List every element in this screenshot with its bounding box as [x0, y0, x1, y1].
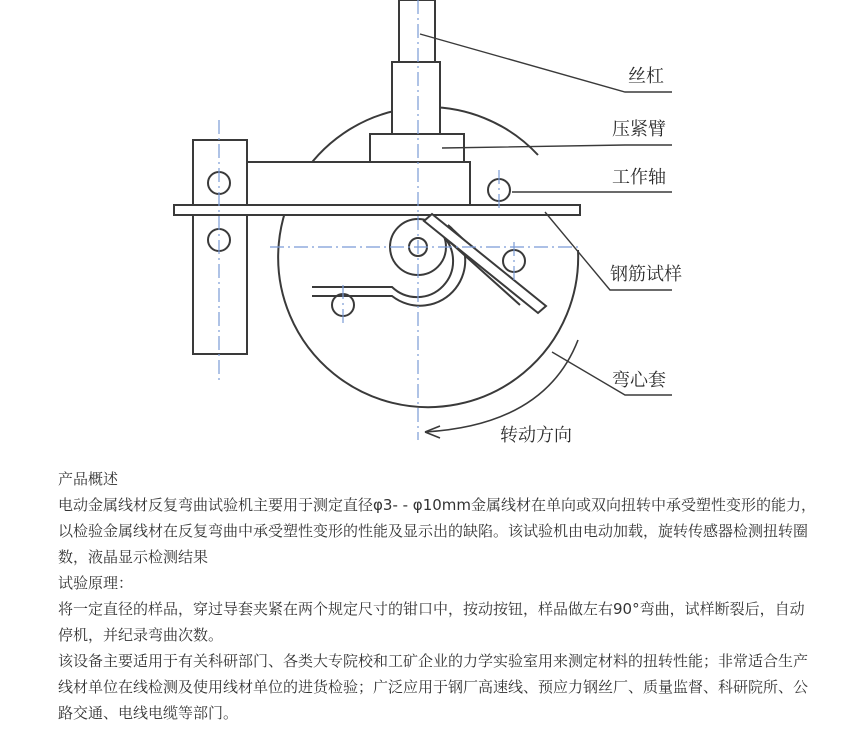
label-working-shaft: 工作轴 [612, 167, 666, 188]
principle-body: 将一定直径的样品，穿过导套夹紧在两个规定尺寸的钳口中，按动按钮，样品做左右90°弯曲，试样断裂后，自动停机，并纪录弯曲次数。 [58, 600, 805, 644]
application-body: 该设备主要适用于有关科研部门、各类大专院校和工矿企业的力学实验室用来测定材料的扭转性能；非常适合生产线材单位在线检测及使用线材单位的进货检验；广泛应用于钢厂高速线、预应力钢丝厂、质量监督、科研院所、公路交通、电线电缆等部门。 [58, 652, 809, 722]
label-lead-screw: 丝杠 [628, 66, 664, 87]
guide-link [424, 214, 546, 313]
label-rotation-direction: 转动方向 [500, 425, 572, 446]
lead-screw [399, 0, 435, 62]
principle-heading: 试验原理： [58, 574, 134, 592]
label-rebar-specimen: 钢筋试样 [610, 264, 682, 285]
rebar-specimen-bar [174, 205, 580, 215]
overview-heading: 产品概述 [58, 470, 119, 488]
label-bending-sleeve: 弯心套 [612, 370, 666, 391]
article-text [58, 466, 818, 726]
clamp-block [370, 134, 464, 164]
overview-body: 电动金属线材反复弯曲试验机主要用于测定直径φ3- - φ10mm金属线材在单向或双向扭转中承受塑性变形的能力，以检验金属线材在反复弯曲中承受塑性变形的性能及显示出的缺陷。该试验机由电动加载，旋转传感器检测扭转圈数，液晶显示检测结果 [58, 496, 817, 566]
leader-clamp-arm [442, 145, 672, 148]
screw-block [392, 62, 440, 142]
clamp-arm-shape [217, 162, 470, 205]
label-clamp-arm: 压紧臂 [612, 119, 666, 140]
